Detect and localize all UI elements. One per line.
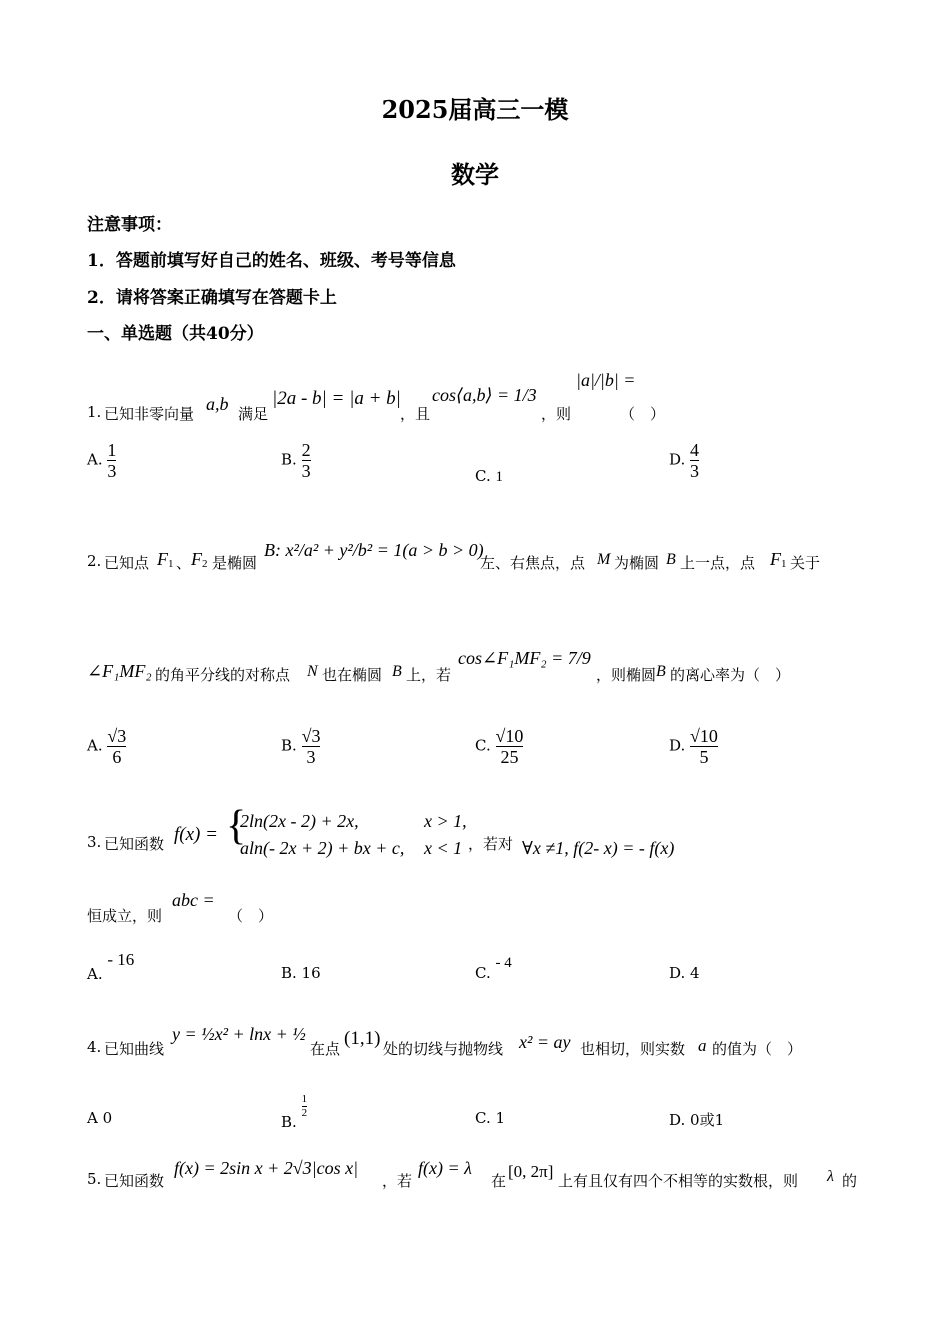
numerator: √3 (301, 726, 321, 746)
question-text: ，若对 (468, 835, 514, 853)
question-text: 在点 (310, 1040, 341, 1058)
option-value: - 4 (495, 955, 512, 971)
exam-title: 2025届高三一模 (381, 95, 569, 124)
denominator: 3 (107, 461, 117, 481)
note-item: 1．答题前填写好自己的姓名、班级、考号等信息 (87, 251, 456, 271)
math-abc: abc = (172, 890, 215, 910)
option-d[interactable] (669, 726, 718, 767)
question-number: 4. (87, 1038, 102, 1056)
section-title: 一、单选题（共40分） (87, 324, 264, 344)
question-text: 为椭圆 (614, 554, 660, 572)
question-text: 满足 (238, 405, 269, 423)
question-text: 是椭圆 (212, 554, 258, 572)
denominator: 3 (306, 747, 316, 767)
option-value: 1 (495, 469, 503, 485)
question-text: 上有且仅有四个不相等的实数根，则 (558, 1172, 799, 1190)
math-piece: 2ln(2x - 2) + 2x, (240, 811, 359, 831)
subject-title: 数学 (451, 160, 499, 189)
option-label: A 0 (87, 1109, 113, 1127)
option-d[interactable] (669, 964, 700, 982)
denominator: 3 (301, 461, 311, 481)
math-f2: F (191, 549, 202, 569)
math-equation: f(x) = λ (418, 1158, 472, 1178)
question-text: 左、右焦点，点 (480, 554, 586, 572)
option-label: C. (475, 964, 491, 982)
option-fraction (302, 726, 321, 767)
math-vectors: a,b (206, 394, 229, 414)
question-text: 已知函数 (104, 1172, 165, 1190)
option-b[interactable] (281, 1093, 308, 1131)
option-fraction (107, 440, 116, 481)
question-text: 已知非零向量 (104, 405, 195, 423)
denominator: 3 (690, 461, 700, 481)
math-parabola: x² = ay (519, 1032, 571, 1052)
denominator: 6 (112, 747, 122, 767)
option-label: D. (669, 736, 686, 755)
question-text: 的值为（ ） (712, 1040, 803, 1058)
option-label: C. (475, 467, 491, 485)
option-value: - 16 (107, 950, 135, 969)
option-label: A. (87, 965, 103, 983)
question-text: 的角平分线的对称点 (155, 666, 291, 684)
option-label: B. (281, 736, 297, 755)
option-b[interactable] (281, 726, 320, 767)
math-piece: aln(- 2x + 2) + bx + c, (240, 838, 405, 858)
question-text: 处的切线与抛物线 (383, 1040, 504, 1058)
numerator: √3 (107, 726, 127, 746)
math-angle: ∠F₁MF₂ (87, 661, 152, 681)
math-condition: x < 1 (424, 838, 463, 858)
option-fraction (690, 726, 718, 767)
math-ratio: |a|/|b| = (576, 370, 636, 390)
notes-heading: 注意事项： (87, 215, 172, 235)
question-number: 1. (87, 403, 102, 421)
option-b[interactable] (281, 440, 311, 481)
math-curve: y = ½x² + lnx + ½ (172, 1024, 306, 1044)
option-c[interactable] (475, 726, 523, 767)
question-text: 的离心率为（ ） (670, 666, 791, 684)
option-label: A. (87, 736, 103, 755)
option-a[interactable] (87, 1109, 112, 1127)
option-fraction (690, 440, 699, 481)
math-f1: F (770, 549, 781, 569)
question-number: 2. (87, 552, 102, 570)
option-label: B. 16 (281, 964, 321, 982)
math-condition: |2a - b| = |a + b| (272, 388, 401, 409)
option-c[interactable] (475, 955, 512, 983)
question-text: 已知曲线 (104, 1040, 165, 1058)
option-label: D. 4 (669, 964, 700, 982)
question-text: 、 (176, 554, 192, 572)
math-b: B (392, 663, 402, 680)
math-forall: ∀x ≠1, f(2- x) = - f(x) (522, 838, 675, 858)
question-text: （ ） (228, 907, 274, 925)
math-b: B (666, 551, 676, 568)
numerator: 1 (301, 1093, 308, 1105)
denominator: 5 (699, 747, 709, 767)
option-label: C. 1 (475, 1109, 506, 1127)
option-fraction (302, 440, 311, 481)
numerator: 1 (107, 440, 117, 460)
note-item: 2．请将答案正确填写在答题卡上 (87, 288, 337, 308)
math-a: a (698, 1036, 707, 1055)
question-text: 在 (491, 1172, 507, 1190)
option-label: B. (281, 1112, 297, 1131)
numerator: 4 (690, 440, 700, 460)
option-label: D. (669, 450, 686, 469)
question-text: 已知点 (104, 554, 150, 572)
question-text: （ ） (620, 405, 666, 423)
question-text: ，则椭圆 (596, 666, 657, 684)
option-a[interactable] (87, 440, 116, 481)
math-point-n: N (307, 663, 318, 680)
question-text: 上一点，点 (680, 554, 756, 572)
denominator: 25 (500, 747, 519, 767)
option-a[interactable] (87, 950, 135, 984)
option-d[interactable] (669, 1109, 724, 1130)
math-cosine: cos∠F₁MF₂ = 7/9 (458, 648, 591, 668)
math-condition: x > 1, (424, 811, 467, 831)
question-text: 的 (842, 1172, 858, 1190)
option-d[interactable] (669, 440, 699, 481)
question-text: 恒成立，则 (87, 907, 163, 925)
question-number: 5. (87, 1170, 102, 1188)
option-label: B. (281, 450, 297, 469)
option-b[interactable] (281, 964, 321, 982)
math-interval: [0, 2π] (508, 1162, 554, 1181)
math-b: B (656, 663, 666, 680)
brace: { (226, 803, 247, 849)
math-f1: F (157, 549, 168, 569)
question-number: 3. (87, 833, 102, 851)
option-c[interactable] (475, 1109, 505, 1127)
math-lambda: λ (827, 1168, 834, 1185)
option-label: A. (87, 450, 103, 469)
question-text: 上，若 (406, 666, 452, 684)
numerator: √10 (690, 726, 718, 746)
option-fraction (496, 726, 524, 767)
option-label: D. 0或1 (669, 1111, 725, 1129)
math-function: f(x) = 2sin x + 2√3|cos x| (174, 1158, 359, 1178)
numerator: √10 (495, 726, 524, 746)
option-label: C. (475, 736, 491, 755)
option-fraction (107, 726, 126, 767)
math-point-m: M (597, 551, 611, 568)
option-c[interactable] (475, 467, 503, 486)
question-text: 已知函数 (104, 835, 165, 853)
numerator: 2 (301, 440, 311, 460)
denominator: 2 (301, 1107, 308, 1119)
math-point: (1,1) (344, 1028, 381, 1049)
option-a[interactable] (87, 726, 126, 767)
question-text: ，则 (541, 405, 572, 423)
question-text: ，若 (382, 1172, 413, 1190)
math-cosine: cos⟨a,b⟩ = 1/3 (432, 385, 537, 405)
option-fraction (302, 1093, 308, 1120)
question-text: ，且 (400, 405, 431, 423)
question-text: 关于 (790, 554, 821, 572)
question-text: 也相切，则实数 (580, 1040, 686, 1058)
question-text: 也在椭圆 (322, 666, 383, 684)
math-ellipse: B: x²/a² + y²/b² = 1(a > b > 0) (264, 540, 484, 560)
